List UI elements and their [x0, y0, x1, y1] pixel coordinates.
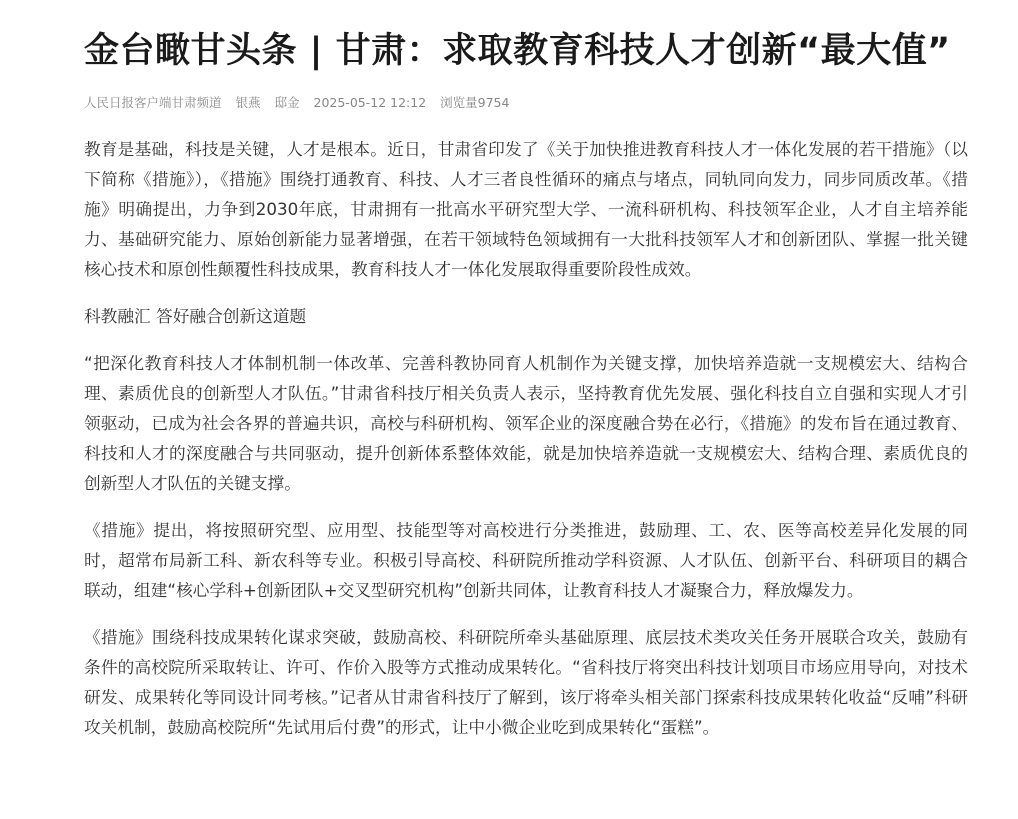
- meta-author: 银燕: [235, 95, 261, 110]
- article: [84, 0, 968, 759]
- paragraph: “把深化教育科技人才体制机制一体改革、完善科教协同育人机制作为关键支撑，加快培养造就一支规模宏大、结构合理、素质优良的创新型人才队伍。”甘肃省科技厅相关负责人表示，坚持教育优先发展、强化科技自立自强和实现人才引领驱动，已成为社会各界的普遍共识，高校与科研机构、领军企业的深度融合势在必行，《措施》的发布旨在通过教育、科技和人才的深度融合与共同驱动，提升创新体系整体效能，就是加快培养造就一支规模宏大、结构合理、素质优良的创新型人才队伍的关键支撑。: [84, 353, 968, 493]
- meta-datetime: 2025-05-12 12:12: [313, 95, 427, 110]
- section-subheading: 科教融汇 答好融合创新这道题: [84, 306, 307, 326]
- paragraph: 教育是基础，科技是关键，人才是根本。近日，甘肃省印发了《关于加快推进教育科技人才一体化发展的若干措施》（以下简称《措施》），《措施》围绕打通教育、科技、人才三者良性循环的痛点与堵点，同轨同向发力，同步同质改革。《措施》明确提出，力争到2030年底，甘肃拥有一批高水平研究型大学、一流科研机构、科技领军企业，人才自主培养能力、基础研究能力、原始创新能力显著增强，在若干领域特色领域拥有一大批科技领军人才和创新团队、掌握一批关键核心技术和原创性颠覆性科技成果，教育科技人才一体化发展取得重要阶段性成效。: [84, 139, 968, 279]
- paragraph: 《措施》提出，将按照研究型、应用型、技能型等对高校进行分类推进，鼓励理、工、农、医等高校差异化发展的同时，超常布局新工科、新农科等专业。积极引导高校、科研院所推动学科资源、人才队伍、创新平台、科研项目的耦合联动，组建“核心学科+创新团队+交叉型研究机构”创新共同体，让教育科技人才凝聚合力，释放爆发力。: [84, 520, 968, 600]
- paragraph: 《措施》围绕科技成果转化谋求突破，鼓励高校、科研院所牵头基础原理、底层技术类攻关任务开展联合攻关，鼓励有条件的高校院所采取转让、许可、作价入股等方式推动成果转化。“省科技厅将突出科技计划项目市场应用导向，对技术研发、成果转化等同设计同考核。”记者从甘肃省科技厅了解到，该厅将牵头相关部门探索科技成果转化收益“反哺”科研攻关机制，鼓励高校院所“先试用后付费”的形式，让中小微企业吃到成果转化“蛋糕”。: [84, 627, 968, 737]
- meta-source[interactable]: 人民日报客户端甘肃频道: [84, 95, 222, 110]
- meta-views: 浏览量9754: [440, 95, 510, 110]
- article-title: 金台瞰甘头条 | 甘肃：求取教育科技人才创新“最大值”: [84, 31, 951, 71]
- meta-author: 邸金: [274, 95, 300, 110]
- article-meta: [84, 94, 968, 112]
- article-body: [84, 134, 968, 742]
